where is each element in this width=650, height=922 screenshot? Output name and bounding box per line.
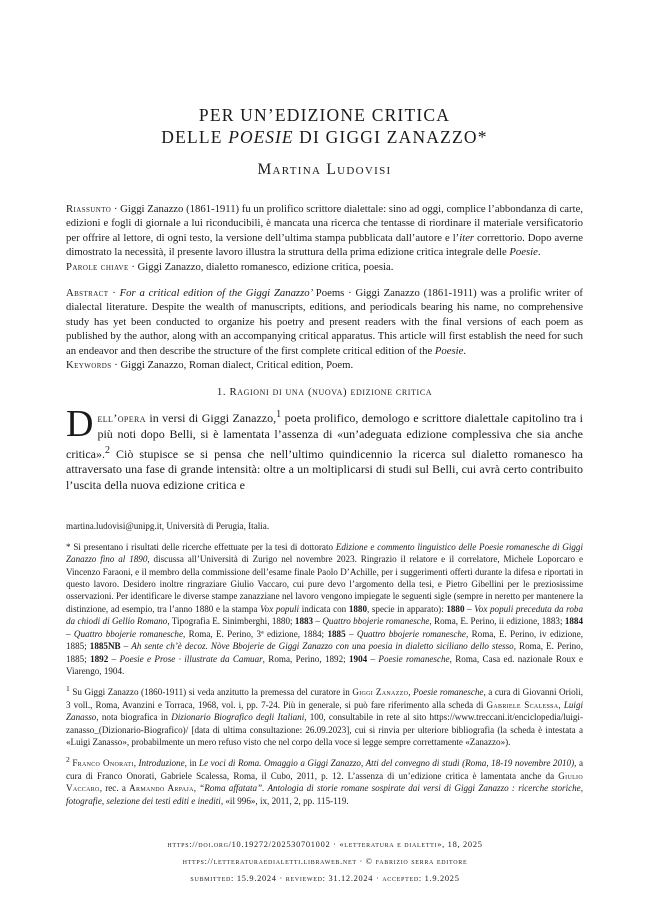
author-name: Martina Ludovisi [257,161,392,178]
footnote-1: $^1$ Su Giggi Zanazzo (1860-1911) si veda anzitutto la premessa del curatore in Giggi Zanazzo, Poesie romanesche, a cura di Giovanni Orioli, 3 voll., Roma, Avanzini e Torraca, 1968, vol. i, pp. 7-24. Più in generale, si può fare riferimento alla scheda di Gabriele Scalessa, Luigi Zanasso, nota biografica in Dizionario Biografico degli Italiani, 100, consultabile in rete al sito https://www.treccani.it/enciclopedia/luigi-zanasso_(Dizionario-Biografico)/ [data di ultima consultazione: 26.09.2023], cui si rinvia per ulteriore bibliografia (la scheda è intestata a «Luigi Zanasso», probabilmente un mero refuso visto che nel corpo della voce si legge sempre correttamente «Zanazzo»). [66,684,584,747]
title-poesie: POESIE [228,127,294,147]
footer-doi: https://doi.org/10.19272/202530701002 · «letteratura e dialetti», 18, 2025 [167,840,483,849]
abstract: Abstract · For a critical edition of the Giggi Zanazzo’ Poems · Giggi Zanazzo (1861-1911) was a prolific writer of dialectal literature. Despite the wealth of manuscripts, editions, and periodicals bearing his name, no comprehensive study has yet been conducted to organize his poetry and present readers with the final versions of each poem as published by the author, along with an accompanying critical apparatus. This article will first establish the need for such an endeavor and then describe the structure of the first complete critical edition of the Poesie. [66,287,583,357]
footnote-2: $^2$ Franco Onorati, Introduzione, in Le voci di Roma. Omaggio a Giggi Zanazzo, Atti del convegno di studi (Roma, 18-19 novembre 2010), a cura di Franco Onorati, Gabriele Scalessa, Roma, il Cubo, 2011, p. 12. L’assenza di un’edizione critica è lamentata anche da Giulio Vaccaro, rec. a Armando Arpaja, “Roma affatata”. Antologia di storie romane sospirate dai versi di Giggi Zanazzo : ricerche storiche, fotografie, selezione dei testi editi e inediti, «il 996», ix, 2011, 2, pp. 115-119. [66,755,583,806]
footnote-ref-1[interactable]: 1 [276,409,282,421]
affiliation: martina.ludovisi@unipg.it, Università di Perugia, Italia. [66,521,270,532]
drop-cap: D [66,403,94,446]
footnote-ref-2[interactable]: 2 [104,444,110,456]
footnote-star: * Si presentano i risultati delle ricerche effettuate per la tesi di dottorato Edizione e commento linguistico delle Poesie romanesche di Giggi Zanazzo fino al 1890, discussa all’Università di Zurigo nel novembre 2023. Ringrazio il relatore e il correlatore, Michele Loporcaro e Vincenzo Faraoni, e il membro della commissione dell’esame finale Paolo D’Achille, per i suggerimenti offerti durante la difesa e riportati in questo lavoro. Desidero inoltre ringraziare Giulio Vaccaro, cui pure devo l’argomento della tesi, e Pietro Gibellini per le preziosissime osservazioni. Per identificare le diverse stampe zanazziane nel lavoro vengono impiegate le seguenti sigle (sempre in neretto per mantenere la distinzione, ad esempio, tra l’anno 1880 e la stampa Vox populi indicata con 1880, specie in apparato): 1880 – Vox populi preceduta da roba da chiodi di Gellio Romano, Tipografia E. Sinimberghi, 1880; 1883 – Quattro bbojerie romanesche, Roma, E. Perino, ii edizione, 1883; 1884 – Quattro bbojerie romanesche, Roma, E. Perino, 3ª edizione, 1884; 1885 – Quattro bbojerie romanesche, Roma, E. Perino, iv edizione, 1885; 1885NB – Ah sente ch’è decoz. Nòve Bbojerie de Giggi Zanazzo con una poesia in dialetto siciliano dello stesso, Roma, E. Perino, 1885; 1892 – Poesie e Prose · illustrate da Camuar, Roma, Perino, 1892; 1904 – Poesie romanesche, Roma, Casa ed. nazionale Roux e Viarengo, 1904. [66,541,584,676]
article-title [66,0,583,148]
title-line-1: PER UN’EDIZIONE CRITICA [198,105,451,125]
abstract-label: Abstract [66,287,109,300]
parole-chiave-label: Parole chiave [66,260,129,273]
body-paragraph: Dell’opera in versi di Giggi Zanazzo,$^1$ poeta prolifico, demologo e scrittore dialettale capitolino tra i più noti dopo Belli, si è lamentata l’assenza di «un’adeguata edizione complessiva che sia anche critica».$^2$ Ciò stupisce se si pensa che nell’ultimo quindicennio la ricerca sul dialetto romanesco ha attraversato una fase di grande intensità: oltre a un moltiplicarsi di studi sul Belli, cui avrà certo contribuito l’uscita della nuova edizione critica e [66,403,583,492]
title-line-2c: DI GIGGI ZANAZZO [293,127,478,147]
section-heading: 1. Ragioni di una (nuova) edizione critica [216,386,433,399]
title-star: * [477,127,488,147]
title-line-2a: DELLE [161,127,229,147]
riassunto-label: Riassunto [66,203,112,215]
keywords-label: Keywords [66,359,112,372]
riassunto: Riassunto · Giggi Zanazzo (1861-1911) fu un prolifico scrittore dialettale: sino ad oggi, complice l’abbondanza di carte, edizioni e fogli di giornale a lui riconducibili, è mancata una ricerca che tentasse di riordinare il materiale versificatorio per offrire al lettore, di ogni testo, la versione dell’ultima stampa pubblicata dall’autore e l’iter correttorio. Dopo averne dimostrato la necessità, il presente lavoro illustra la struttura della prima edizione critica integrale delle Poesie. [66,203,583,259]
parole-chiave: Parole chiave · Giggi Zanazzo, dialetto romanesco, edizione critica, poesia. [66,260,394,273]
keywords: Keywords · Giggi Zanazzo, Roman dialect, Critical edition, Poem. [66,359,354,372]
footer-dates: submitted: 15.9.2024 · reviewed: 31.12.2024 · accepted: 1.9.2025 [190,874,460,883]
footer-website: https://letteraturaedialetti.libraweb.net · © fabrizio serra editore [182,857,468,866]
